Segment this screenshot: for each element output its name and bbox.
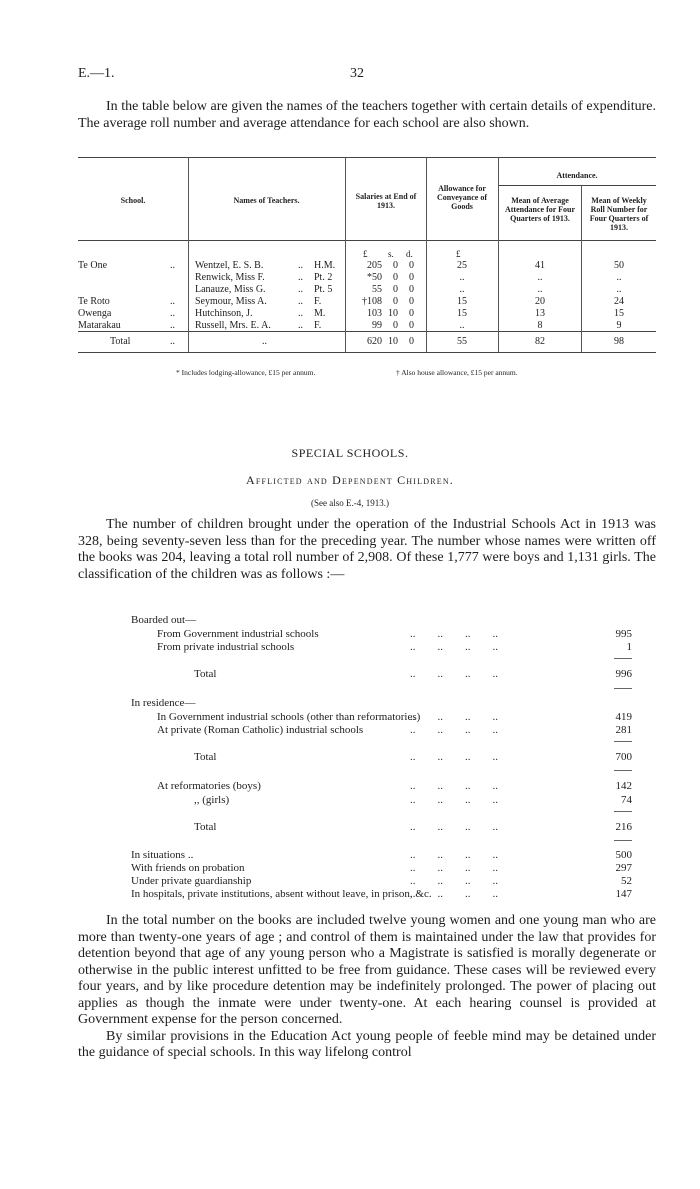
sum-rule	[614, 658, 632, 659]
col-header-allowance: Allowance for Conveyance of Goods	[437, 184, 487, 211]
cell-position: M.	[314, 308, 326, 319]
total-teacher: ..	[262, 336, 267, 347]
cell-shillings: 0	[393, 284, 398, 295]
item-value: 74	[621, 794, 632, 806]
paragraph	[78, 517, 656, 583]
cell-attendance: ..	[537, 272, 543, 283]
total-label: Total	[194, 668, 217, 680]
cell-allowance: 25	[457, 260, 467, 271]
cell-allowance: 15	[457, 308, 467, 319]
cell-teacher: Russell, Mrs. E. A.	[195, 320, 271, 331]
leader-dots: ..	[170, 320, 175, 331]
page-number: 32	[350, 66, 364, 81]
cell-shillings: 10	[388, 308, 398, 319]
paragraph-text: The number of children brought under the operation of the Industrial Schools Act in 1913 was 328, being seventy-seven less than for the preceding year. The number whose names were written off the books was 204, leaving a total roll number of 2,908. Of these 1,777 were boys and 1,131 girls. The classification of the children was as follows :—	[78, 517, 656, 582]
footnote: † Also house allowance, £15 per annum.	[396, 368, 518, 377]
cell-allowance: 15	[457, 296, 467, 307]
item-value: 995	[615, 628, 632, 640]
cell-position: F.	[314, 320, 322, 331]
cell-shillings: 0	[393, 320, 398, 331]
leader-dots: .. .. .. ..	[410, 849, 498, 861]
item-label: With friends on probation	[131, 862, 245, 874]
total-value: 996	[615, 668, 632, 680]
cell-shillings: 0	[393, 272, 398, 283]
leader-dots: .. .. .. ..	[410, 862, 498, 874]
attendance-group-rule	[498, 185, 656, 186]
cell-pounds: 103	[367, 308, 382, 319]
cell-pounds: *50	[367, 272, 382, 283]
leader-dots: .. .. .. ..	[410, 821, 498, 833]
paragraph-text: In the total number on the books are included twelve young women and one young man who are more than twenty-one years of age ; and control of them is maintained under the law that provides for detention beyond that age of any young person who a Magistrate is satisfied is morally degenerate or otherwise in the public interest unfitted to be free from guidance. These cases will be reviewed every four years, and by like procedure detention may be indefinitely prolonged. The power of placing out applies as though the inmate were under twenty-one. At each hearing counsel is provided at Government expense for the person concerned.	[78, 913, 656, 1027]
cell-pence: 0	[409, 284, 414, 295]
item-value: 52	[621, 875, 632, 887]
leader-dots: .. .. .. ..	[410, 888, 498, 900]
total-pounds: 620	[367, 336, 382, 347]
total-allowance: 55	[457, 336, 467, 347]
item-value: 1	[626, 641, 632, 653]
cell-position: F.	[314, 296, 322, 307]
cell-teacher: Seymour, Miss A.	[195, 296, 267, 307]
total-shillings: 10	[388, 336, 398, 347]
cell-teacher: Wentzel, E. S. B.	[195, 260, 264, 271]
item-label: At reformatories (boys)	[157, 780, 261, 792]
cell-teacher: Lanauze, Miss G.	[195, 284, 266, 295]
leader-dots: ..	[298, 296, 303, 307]
col-header-roll: Mean of Weekly Roll Number for Four Quarters of 1913.	[589, 196, 649, 232]
cell-teacher: Hutchinson, J.	[195, 308, 253, 319]
cell-roll: 15	[614, 308, 624, 319]
cell-pounds: 205	[367, 260, 382, 271]
col-divider	[188, 157, 189, 352]
total-value: 700	[615, 751, 632, 763]
leader-dots: ..	[170, 308, 175, 319]
sum-rule	[614, 741, 632, 742]
cell-pounds: 99	[372, 320, 382, 331]
cell-allowance: ..	[459, 320, 465, 331]
cell-school: Matarakau	[78, 320, 121, 331]
cell-shillings: 0	[393, 296, 398, 307]
sum-rule	[614, 840, 632, 841]
total-label: Total	[194, 751, 217, 763]
cell-pounds: †108	[362, 296, 382, 307]
leader-dots: .. .. .. ..	[410, 875, 498, 887]
col-divider	[498, 157, 499, 352]
leader-dots: .. .. .. ..	[410, 628, 498, 640]
leader-dots: .. .. .. ..	[410, 641, 498, 653]
cell-roll: 24	[614, 296, 624, 307]
cell-allowance: ..	[459, 284, 465, 295]
item-value: 500	[615, 849, 632, 861]
total-leader: ..	[170, 336, 175, 347]
item-value: 281	[615, 724, 632, 736]
item-value: 142	[615, 780, 632, 792]
cell-allowance: ..	[459, 272, 465, 283]
leader-dots: ..	[298, 308, 303, 319]
group-heading: Boarded out—	[131, 614, 197, 626]
cell-attendance: ..	[537, 284, 543, 295]
leader-dots: ..	[298, 284, 303, 295]
cell-attendance: 13	[535, 308, 545, 319]
total-attendance: 82	[535, 336, 545, 347]
col-header-attendance: Mean of Average Attendance for Four Quarters of 1913.	[504, 196, 576, 223]
col-header-salaries: Salaries at End of 1913.	[355, 192, 417, 210]
cell-pence: 0	[409, 260, 414, 271]
unit-allowance: £	[456, 249, 461, 259]
cell-attendance: 8	[537, 320, 543, 331]
sum-rule	[614, 688, 632, 689]
col-header-teachers: Names of Teachers.	[233, 196, 300, 205]
cell-pence: 0	[409, 272, 414, 283]
col-header-school: School.	[120, 196, 146, 205]
cell-roll: 9	[616, 320, 622, 331]
cell-teacher: Renwick, Miss F.	[195, 272, 265, 283]
cell-roll: ..	[616, 272, 622, 283]
table-top-rule	[78, 157, 656, 158]
item-label: In hospitals, private institutions, absent without leave, in prison, &c.	[131, 888, 432, 900]
cell-roll: 50	[614, 260, 624, 271]
item-value: 297	[615, 862, 632, 874]
leader-dots: ..	[170, 296, 175, 307]
cell-position: H.M.	[314, 260, 336, 271]
item-label: In situations ..	[131, 849, 194, 861]
unit-pence: d.	[406, 249, 413, 259]
page-reference: E.—1.	[78, 66, 115, 81]
leader-dots: ..	[170, 260, 175, 271]
total-top-rule	[78, 331, 656, 332]
leader-dots: .. .. .. ..	[410, 780, 498, 792]
leader-dots: .. .. .. ..	[410, 724, 498, 736]
section-reference: (See also E.-4, 1913.)	[311, 498, 389, 508]
leader-dots: .. .. .. ..	[410, 668, 498, 680]
unit-pounds: £	[363, 249, 368, 259]
item-label: ,, (girls)	[194, 794, 230, 806]
total-label: Total	[110, 336, 131, 347]
leader-dots: ..	[298, 260, 303, 271]
leader-dots: .. .. .. ..	[410, 711, 498, 723]
section-subtitle: Afflicted and Dependent Children.	[245, 473, 455, 487]
leader-dots: ..	[298, 320, 303, 331]
intro-text: In the table below are given the names of the teachers together with certain details of expenditure. The average roll number and average attendance for each school are also shown.	[78, 99, 656, 131]
footnote: * Includes lodging-allowance, £15 per annum.	[176, 368, 316, 377]
item-label: From Government industrial schools	[157, 628, 319, 640]
cell-attendance: 41	[535, 260, 545, 271]
attendance-group-header: Attendance.	[556, 171, 598, 180]
section-title: SPECIAL SCHOOLS.	[291, 446, 409, 460]
item-label: At private (Roman Catholic) industrial schools	[157, 724, 364, 736]
item-label: From private industrial schools	[157, 641, 295, 653]
leader-dots: .. .. .. ..	[410, 751, 498, 763]
item-value: 419	[615, 711, 632, 723]
col-divider	[426, 157, 427, 352]
header-bottom-rule	[78, 240, 656, 241]
cell-position: Pt. 2	[314, 272, 333, 283]
cell-position: Pt. 5	[314, 284, 333, 295]
cell-pence: 0	[409, 320, 414, 331]
cell-pounds: 55	[372, 284, 382, 295]
cell-roll: ..	[616, 284, 622, 295]
table-bottom-rule	[78, 352, 656, 353]
leader-dots: ..	[298, 272, 303, 283]
cell-pence: 0	[409, 296, 414, 307]
total-pence: 0	[409, 336, 414, 347]
unit-shillings: s.	[388, 249, 394, 259]
sum-rule	[614, 770, 632, 771]
total-roll: 98	[614, 336, 624, 347]
paragraph	[78, 913, 656, 1062]
item-value: 147	[615, 888, 632, 900]
sum-rule	[614, 811, 632, 812]
total-value: 216	[615, 821, 632, 833]
total-label: Total	[194, 821, 217, 833]
col-divider	[581, 185, 582, 352]
cell-school: Owenga	[78, 308, 112, 319]
item-label: Under private guardianship	[131, 875, 252, 887]
paragraph-text: By similar provisions in the Education Act young people of feeble mind may be detained under the guidance of special schools. In this way lifelong control	[78, 1028, 656, 1060]
item-label: In Government industrial schools (other than reformatories)	[157, 711, 421, 723]
cell-pence: 0	[409, 308, 414, 319]
intro-paragraph	[78, 98, 656, 132]
cell-attendance: 20	[535, 296, 545, 307]
cell-school: Te One	[78, 260, 108, 271]
cell-shillings: 0	[393, 260, 398, 271]
col-divider	[345, 157, 346, 352]
cell-school: Te Roto	[78, 296, 110, 307]
leader-dots: .. .. .. ..	[410, 794, 498, 806]
group-heading: In residence—	[131, 697, 196, 709]
